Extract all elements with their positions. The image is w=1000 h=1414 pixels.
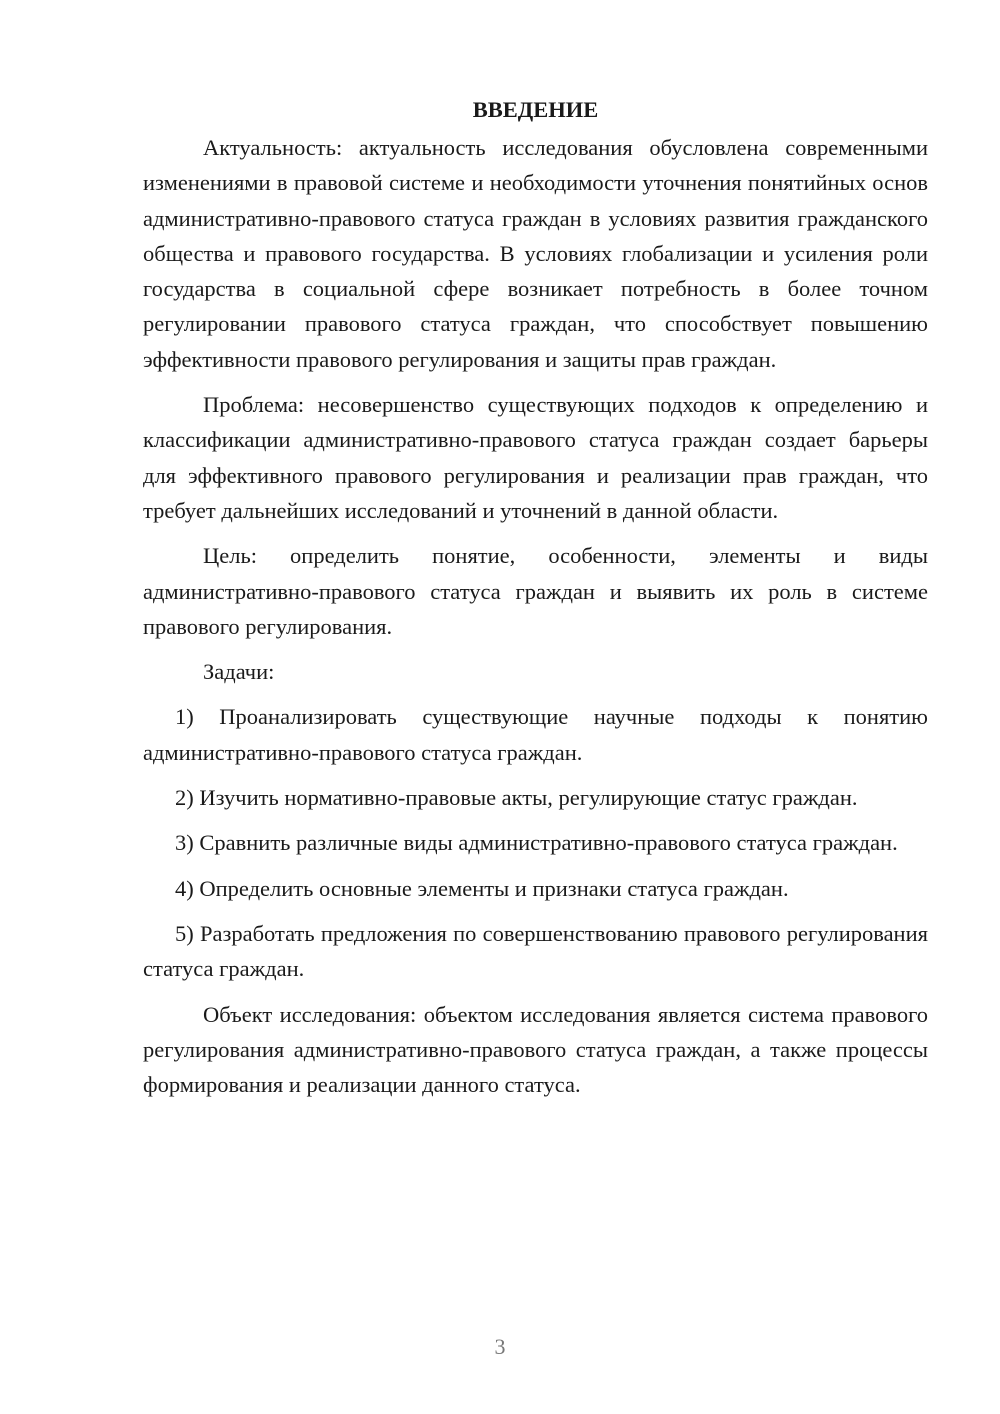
relevance-paragraph: Актуальность: актуальность исследования обусловлена современными изменениями в правовой системе и необходимости уточнения понятийных основ административно-правового статуса граждан в условиях развития гражданского общества и правового государства. В условиях глобализации и усиления роли государства в социальной сфере возникает потребность в более точном регулировании правового статуса граждан, что способствует повышению эффективности правового регулирования и защиты прав граждан. (143, 135, 928, 372)
task-item-3: 3) Сравнить различные виды административно-правового статуса граждан. (175, 830, 898, 856)
page-number: 3 (494, 1334, 506, 1359)
task-item-5: 5) Разработать предложения по совершенствованию правового регулирования статуса граждан. (143, 920, 928, 982)
task-list (143, 699, 928, 986)
task-item-4: 4) Определить основные элементы и признаки статуса граждан. (175, 875, 789, 901)
document-page (143, 92, 928, 1102)
task-item-2: 2) Изучить нормативно-правовые акты, регулирующие статус граждан. (175, 785, 858, 811)
section-heading: ВВЕДЕНИЕ (472, 97, 599, 122)
problem-paragraph: Проблема: несовершенство существующих подходов к определению и классификации административно-правового статуса граждан создает барьеры для эффективного правового регулирования и реализации прав граждан, что требует дальнейших исследований и уточнений в данной области. (143, 392, 928, 523)
tasks-label: Задачи: (203, 659, 275, 685)
goal-paragraph: Цель: определить понятие, особенности, элементы и виды административно-правового статуса граждан и выявить их роль в системе правового регулирования. (143, 543, 928, 639)
object-paragraph: Объект исследования: объектом исследования является система правового регулирования административно-правового статуса граждан, а также процессы формирования и реализации данного статуса. (143, 1001, 928, 1098)
task-item-1: 1) Проанализировать существующие научные подходы к понятию административно-правового статуса граждан. (143, 704, 928, 765)
